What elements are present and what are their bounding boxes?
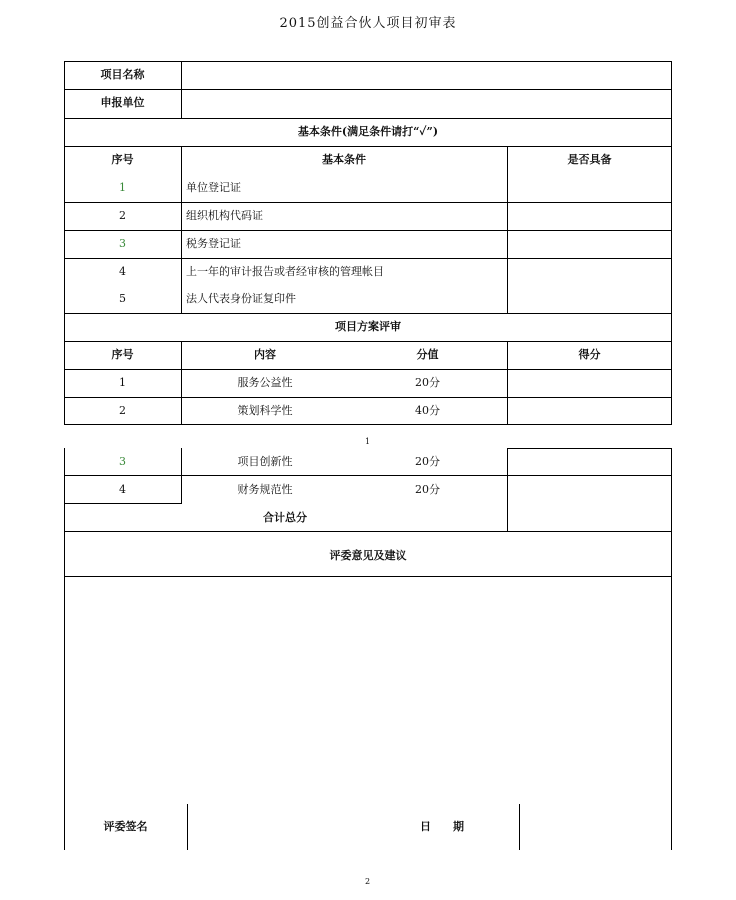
basic-row-condition: 法人代表身份证复印件 <box>186 292 296 305</box>
signature-label: 评委签名 <box>103 820 148 833</box>
basic-row-condition: 上一年的审计报告或者经审核的管理帐目 <box>186 265 384 278</box>
rule <box>64 61 672 62</box>
rule <box>181 61 182 118</box>
rule <box>64 89 672 90</box>
basic-row-no: 4 <box>119 265 126 278</box>
review-header-score: 得分 <box>578 348 601 361</box>
review-row-score-cell[interactable] <box>508 476 670 503</box>
rule <box>181 448 182 504</box>
rule <box>671 448 672 850</box>
review-row-no: 4 <box>119 483 126 496</box>
basic-row-condition: 税务登记证 <box>186 237 241 250</box>
rule <box>187 804 188 850</box>
rule <box>64 313 672 314</box>
rule <box>64 341 672 342</box>
review-row-value: 20分 <box>415 455 440 468</box>
rule <box>64 448 65 850</box>
date-field[interactable] <box>521 806 669 848</box>
basic-row-check-cell[interactable] <box>508 203 670 230</box>
rule <box>64 576 672 577</box>
review-row-no: 1 <box>119 376 126 389</box>
review-row-no: 2 <box>119 404 126 417</box>
review-row-score-cell[interactable] <box>508 398 670 424</box>
review-section-title: 项目方案评审 <box>335 320 401 333</box>
basic-row-condition: 组织机构代码证 <box>186 209 263 222</box>
review-row-score-cell[interactable] <box>508 370 670 397</box>
basic-row-check-cell[interactable] <box>508 174 670 201</box>
basic-row-no: 2 <box>119 209 126 222</box>
review-row-content: 策划科学性 <box>237 404 293 417</box>
review-row-value: 40分 <box>415 404 440 417</box>
rule <box>181 146 182 313</box>
rule <box>671 61 672 425</box>
review-header-value: 分值 <box>416 348 439 361</box>
date-label: 日 期 <box>420 820 464 833</box>
applicant-label: 申报单位 <box>100 96 145 109</box>
review-header-no: 序号 <box>111 348 134 361</box>
total-score-cell[interactable] <box>508 504 670 531</box>
review-row-content: 项目创新性 <box>237 455 293 468</box>
signature-field[interactable] <box>189 806 389 848</box>
basic-row-no: 5 <box>119 292 126 305</box>
page-number: 1 <box>365 437 371 446</box>
rule <box>64 503 182 504</box>
opinion-title: 评委意见及建议 <box>329 549 407 562</box>
basic-header-no: 序号 <box>111 153 134 166</box>
rule <box>64 118 672 119</box>
basic-row-no: 1 <box>119 181 126 194</box>
basic-row-check-cell[interactable] <box>508 259 670 312</box>
basic-header-satisfied: 是否具备 <box>567 153 612 166</box>
review-row-content: 财务规范性 <box>237 483 293 496</box>
review-row-score-cell[interactable] <box>508 449 670 475</box>
basic-row-condition: 单位登记证 <box>186 181 241 194</box>
total-score-label: 合计总分 <box>263 511 307 524</box>
rule <box>64 424 672 425</box>
rule <box>64 146 672 147</box>
review-row-value: 20分 <box>415 483 440 496</box>
review-row-no: 3 <box>119 455 126 468</box>
basic-row-check-cell[interactable] <box>508 231 670 258</box>
review-row-value: 20分 <box>415 376 440 389</box>
document-title: 2015创益合伙人项目初审表 <box>279 16 457 31</box>
opinion-area[interactable] <box>66 578 670 800</box>
review-row-content: 服务公益性 <box>237 376 293 389</box>
page-number: 2 <box>365 877 371 886</box>
rule <box>64 531 672 532</box>
rule <box>181 341 182 425</box>
review-header-content: 内容 <box>254 348 276 361</box>
project-name-label: 项目名称 <box>100 68 145 81</box>
basic-row-no: 3 <box>119 237 126 250</box>
rule <box>519 804 520 850</box>
basic-section-title: 基本条件(满足条件请打“✓”) <box>297 125 439 138</box>
basic-header-condition: 基本条件 <box>322 153 366 166</box>
